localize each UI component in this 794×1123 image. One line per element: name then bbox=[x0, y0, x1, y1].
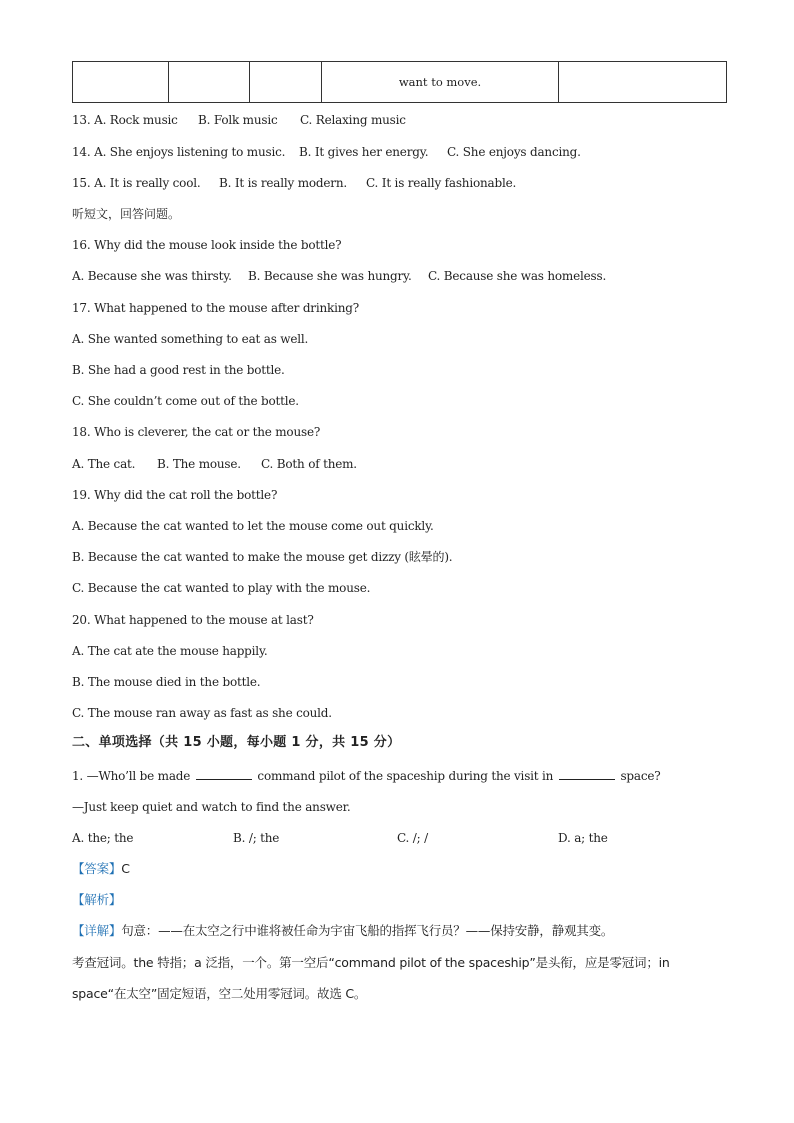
answer-blank bbox=[196, 769, 252, 780]
table-cell bbox=[250, 62, 322, 103]
option-b: B. /; the bbox=[233, 831, 280, 845]
answer-value: C bbox=[121, 861, 130, 876]
detail-line bbox=[72, 923, 613, 939]
option-b: B. Because the cat wanted to make the mouse get dizzy (眩晕的). bbox=[72, 550, 453, 564]
option-b: B. The mouse died in the bottle. bbox=[72, 675, 261, 689]
option-c: C. Both of them. bbox=[261, 457, 357, 471]
section-heading: 二、单项选择（共 15 小题，每小题 1 分，共 15 分） bbox=[72, 735, 401, 750]
table-cell bbox=[73, 62, 169, 103]
analysis-line bbox=[72, 892, 121, 908]
question-19: 19. Why did the cat roll the bottle? bbox=[72, 488, 278, 502]
question-text: 1. —Who’ll be made bbox=[72, 769, 191, 783]
table-cell bbox=[169, 62, 250, 103]
option-b: B. Because she was hungry. bbox=[248, 269, 412, 283]
option-a: 13. A. Rock music bbox=[72, 113, 178, 127]
detail-label: 【详解】 bbox=[72, 923, 122, 938]
answer-sheet-table bbox=[72, 61, 727, 103]
answer-line bbox=[72, 861, 130, 877]
option-c: C. It is really fashionable. bbox=[366, 176, 517, 190]
option-c: C. She couldn’t come out of the bottle. bbox=[72, 394, 299, 408]
option-a: A. Because the cat wanted to let the mouse come out quickly. bbox=[72, 519, 434, 533]
option-a: A. the; the bbox=[72, 831, 134, 845]
question-text: space? bbox=[620, 769, 661, 783]
option-a: A. The cat ate the mouse happily. bbox=[72, 644, 268, 658]
question-text: command pilot of the spaceship during the visit in bbox=[257, 769, 554, 783]
question-16: 16. Why did the mouse look inside the bottle? bbox=[72, 238, 342, 252]
option-c: C. Because she was homeless. bbox=[428, 269, 607, 283]
option-c: C. She enjoys dancing. bbox=[447, 145, 581, 159]
question-20: 20. What happened to the mouse at last? bbox=[72, 613, 314, 627]
option-c: C. The mouse ran away as fast as she could. bbox=[72, 706, 332, 720]
question-17: 17. What happened to the mouse after drinking? bbox=[72, 301, 359, 315]
option-b: B. She had a good rest in the bottle. bbox=[72, 363, 285, 377]
answer-blank bbox=[559, 769, 615, 780]
option-a: A. Because she was thirsty. bbox=[72, 269, 232, 283]
question-18: 18. Who is cleverer, the cat or the mouse? bbox=[72, 425, 321, 439]
detail-text: 句意：——在太空之行中谁将被任命为宇宙飞船的指挥飞行员？——保持安静，静观其变。 bbox=[121, 923, 614, 938]
detail-text: space“在太空”固定短语，空二处用零冠词。故选 C。 bbox=[72, 986, 367, 1001]
table-cell bbox=[559, 62, 727, 103]
option-d: D. a; the bbox=[558, 831, 608, 845]
option-c: C. /; / bbox=[397, 831, 428, 845]
option-c: C. Relaxing music bbox=[300, 113, 406, 127]
option-a: A. She wanted something to eat as well. bbox=[72, 332, 309, 346]
detail-text: 考查冠词。the 特指；a 泛指，一个。第一空后“command pilot of the spaceship”是头衔，应是零冠词；in bbox=[72, 955, 670, 970]
option-b: B. It is really modern. bbox=[219, 176, 347, 190]
option-b: B. It gives her energy. bbox=[299, 145, 429, 159]
answer-label: 【答案】 bbox=[72, 861, 122, 876]
analysis-label: 【解析】 bbox=[72, 892, 122, 907]
section2-question-1 bbox=[72, 768, 661, 784]
option-b: B. Folk music bbox=[198, 113, 278, 127]
listen-instruction: 听短文，回答问题。 bbox=[72, 207, 181, 221]
option-a: 14. A. She enjoys listening to music. bbox=[72, 145, 286, 159]
option-c: C. Because the cat wanted to play with the mouse. bbox=[72, 581, 371, 595]
dialogue-reply: —Just keep quiet and watch to find the answer. bbox=[72, 800, 351, 814]
option-b: B. The mouse. bbox=[157, 457, 241, 471]
option-a: 15. A. It is really cool. bbox=[72, 176, 201, 190]
table-cell: want to move. bbox=[322, 62, 559, 103]
option-a: A. The cat. bbox=[72, 457, 136, 471]
table-row bbox=[73, 62, 727, 103]
